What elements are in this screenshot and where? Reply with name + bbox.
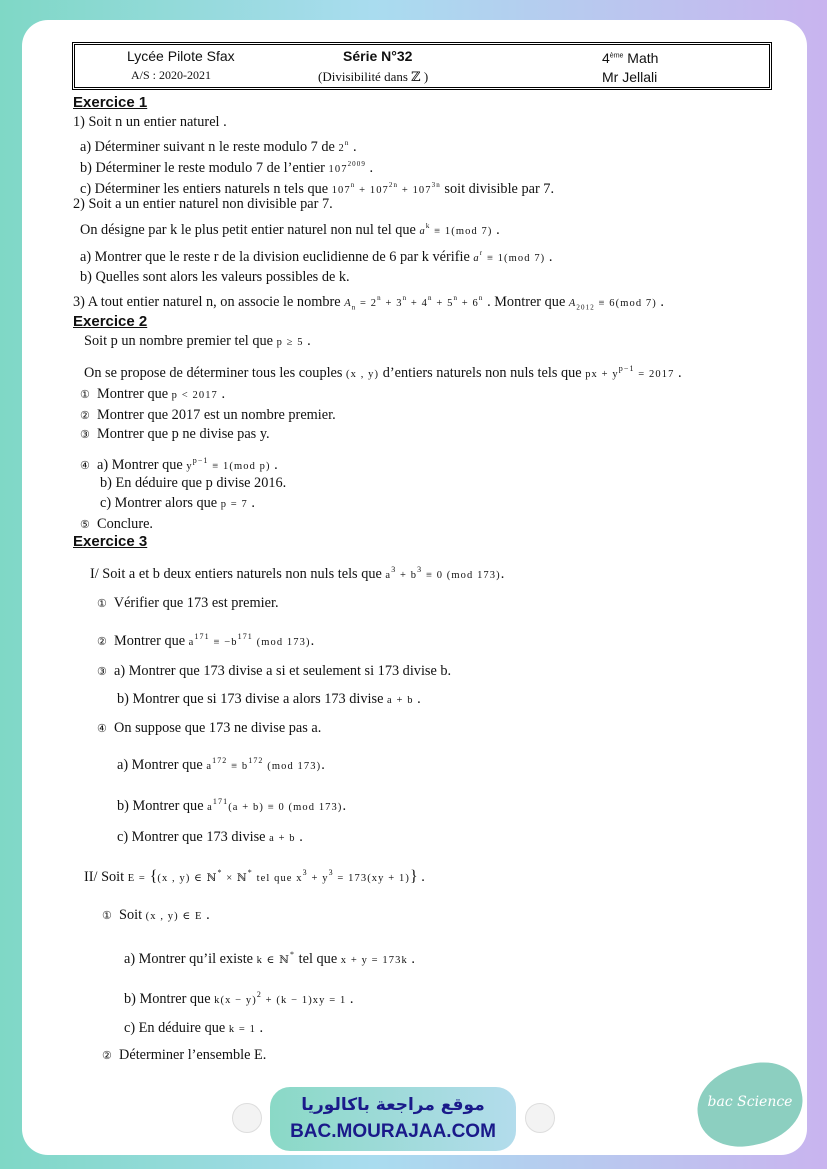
serie-subtitle: (Divisibilité dans ℤ ) [318, 69, 429, 84]
ex2-q2: ② Montrer que 2017 est un nombre premier. [80, 407, 336, 423]
ex1-q1c: c) Déterminer les entiers naturels n tels que $107^n + 107^{2n} + 107^{3n}$ soit divisible par 7. [80, 180, 555, 197]
ex3-p2-q1b: b) Montrer que $k(x - y)^2 + (k - 1)xy = 1$ . [124, 990, 354, 1007]
exercise-1-title: Exercice 1 [73, 94, 148, 111]
ex3-q4c: c) Montrer que 173 divise a + b . [117, 829, 303, 845]
ex2-intro: On se propose de déterminer tous les couples (x , y) d’entiers naturels non nuls tels que px + $y^{p-1} = 2017$ . [84, 364, 682, 381]
ex2-q3: ③ Montrer que p ne divise pas y. [80, 426, 270, 442]
left-seal-icon [232, 1103, 262, 1133]
ex1-q2a: a) Montrer que le reste r de la division euclidienne de 6 par k vérifie $a^r \equiv 1(mod$ 7) . [80, 248, 553, 265]
ex1-q2-intro: On désigne par k le plus petit entier naturel non nul tel que $a^k \equiv 1(mod$ 7) . [80, 221, 500, 238]
footer-banner[interactable] [270, 1087, 516, 1151]
ex1-q2: 2) Soit a un entier naturel non divisible par 7. [73, 196, 333, 212]
ex3-q2: ② Montrer que $a^{171} \equiv -b^{171}$ (mod 173). [97, 632, 315, 649]
school-name: Lycée Pilote Sfax [127, 48, 235, 64]
ex2-statement: Soit p un nombre premier tel que p ≥ 5 . [84, 333, 311, 349]
ex3-q4b: b) Montrer que $a^{171}(a + b) \equiv 0$ (mod 173). [117, 797, 347, 814]
teacher-name: Mr Jellali [602, 69, 658, 85]
ex2-q1: ① Montrer que p < 2017 . [80, 386, 226, 402]
ex1-q2b: b) Quelles sont alors les valeurs possibles de k. [80, 269, 350, 285]
ex2-q4c: c) Montrer alors que p = 7 . [100, 495, 256, 511]
ex1-q1a: a) Déterminer suivant n le reste modulo 7 de 2$^n$ . [80, 138, 357, 155]
ex1-q3: 3) A tout entier naturel n, on associe le nombre $A_n = 2^n + 3^n + 4^n + 5^n + 6^n$ . Montrer que $A_{2012} \equiv 6(mod$ 7) . [73, 293, 665, 312]
exercise-3-title: Exercice 3 [73, 533, 148, 550]
class-level: 4ème Math [602, 50, 659, 66]
header-box [72, 42, 772, 90]
exercise-2-title: Exercice 2 [73, 313, 148, 330]
ex3-p2-q1a: a) Montrer qu’il existe k ∈ ℕ* tel que x + y = 173k . [124, 950, 415, 967]
ex2-q4a: ④ a) Montrer que $y^{p-1} \equiv 1(mod$ p) . [80, 456, 278, 473]
ex3-q3b: b) Montrer que si 173 divise a alors 173 divise a + b . [117, 691, 421, 707]
serie-title: Série N°32 [343, 48, 413, 64]
ex3-q3a: ③ a) Montrer que 173 divise a si et seulement si 173 divise b. [97, 663, 452, 679]
ex3-q1: ① Vérifier que 173 est premier. [97, 595, 279, 611]
ex1-q1b: b) Déterminer le reste modulo 7 de l’entier $107^{2009}$ . [80, 159, 374, 176]
right-seal-icon [525, 1103, 555, 1133]
ex3-part1-intro: I/ Soit a et b deux entiers naturels non nuls tels que $a^3 + b^3 \equiv 0$ (mod 173). [90, 565, 505, 582]
ex2-q5: ⑤ Conclure. [80, 516, 154, 532]
ex2-q4b: b) En déduire que p divise 2016. [100, 475, 287, 491]
ex3-q4a: a) Montrer que $a^{172} \equiv b^{172}$ (mod 173). [117, 756, 325, 773]
footer-arabic: موقع مراجعة باكالوريا [301, 1095, 485, 1115]
ex3-part2-intro: II/ Soit E = {(x , y) ∈ ℕ* × ℕ* tel que $x^3 + y^3 = 173(xy + 1)$} . [84, 867, 425, 885]
footer-site-link[interactable]: BAC.MOURAJAA.COM [290, 1121, 496, 1142]
logo-text: bac Science [707, 1094, 793, 1110]
ex3-p2-q2: ② Déterminer l’ensemble E. [102, 1047, 267, 1063]
ex1-q1: 1) Soit n un entier naturel . [73, 114, 227, 130]
ex3-p2-q1: ① Soit (x , y) ∈ E . [102, 907, 210, 923]
ex3-p2-q1c: c) En déduire que k = 1 . [124, 1020, 264, 1036]
ex3-q4: ④ On suppose que 173 ne divise pas a. [97, 720, 322, 736]
school-year: A/S : 2020-2021 [131, 68, 212, 82]
